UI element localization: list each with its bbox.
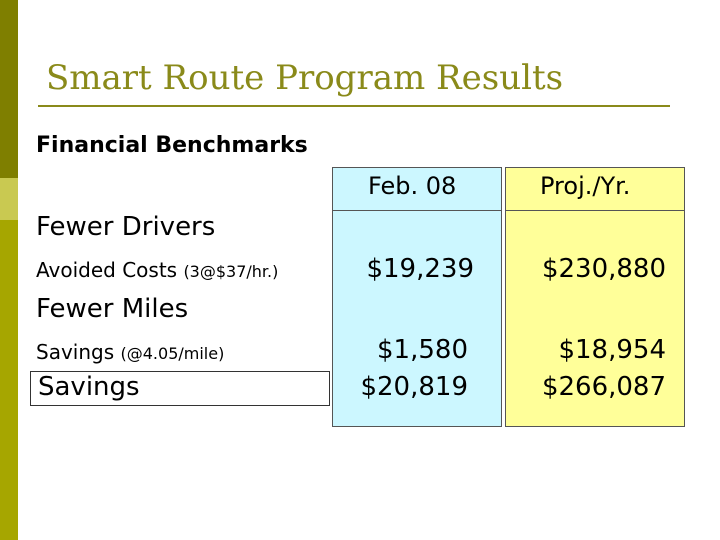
group-label-miles: Fewer Miles	[36, 294, 189, 324]
row-label-total: Savings	[38, 372, 140, 402]
slide-title: Smart Route Program Results	[46, 58, 564, 98]
avoided-proj-value: $230,880	[541, 254, 666, 284]
row-label-avoided	[36, 258, 278, 282]
savings-proj-value: $18,954	[558, 335, 666, 365]
proj-header-divider	[506, 210, 684, 211]
total-feb-value: $20,819	[360, 372, 468, 402]
row-note-savings: (@4.05/mile)	[120, 344, 225, 363]
side-bar-top	[0, 0, 18, 178]
group-label-drivers: Fewer Drivers	[36, 212, 216, 242]
proj-column-header: Proj./Yr.	[540, 172, 631, 200]
section-heading: Financial Benchmarks	[36, 133, 308, 158]
side-bar-bottom	[0, 220, 18, 540]
row-label-savings	[36, 340, 224, 364]
title-underline	[38, 105, 670, 107]
row-label-avoided-text: Avoided Costs	[36, 258, 178, 282]
side-bar-middle	[0, 178, 18, 220]
savings-feb-value: $1,580	[377, 335, 468, 365]
row-label-savings-text: Savings	[36, 340, 115, 364]
feb-header-divider	[333, 210, 501, 211]
row-note-avoided: (3@$37/hr.)	[183, 262, 279, 281]
feb-column-header: Feb. 08	[368, 172, 457, 200]
total-proj-value: $266,087	[541, 372, 666, 402]
avoided-feb-value: $19,239	[366, 254, 474, 284]
